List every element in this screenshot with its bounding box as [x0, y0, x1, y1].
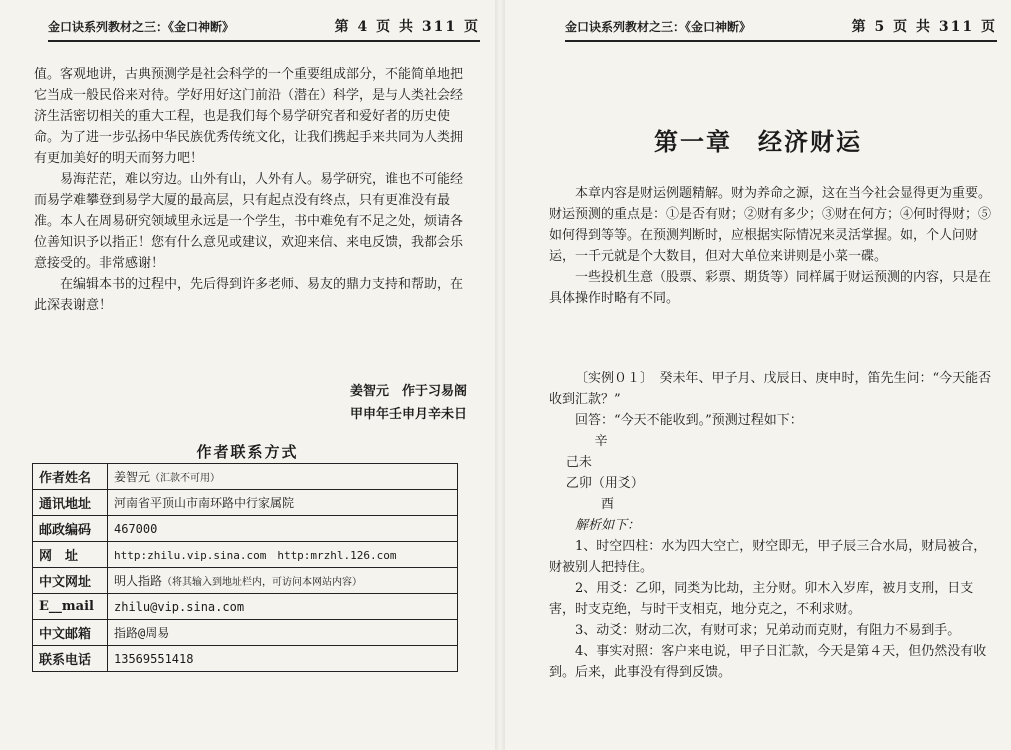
author-name: 姜智元 — [114, 470, 151, 484]
example-answer: 回答：“今天不能收到。”预测过程如下： — [575, 413, 803, 428]
analysis-point: 2、用爻：乙卯，同类为比劫，主分财。卯木入岁库，被月支刑，日支害，时支克绝，与时干支相克，地分克之，不利求财。 — [549, 581, 974, 617]
series-title: 金口诀系列教材之三：《金口神断》 — [565, 20, 752, 34]
page-number: 第 5 页 共 311 页 — [851, 19, 997, 35]
chart-line: 辛 — [594, 434, 608, 449]
row-key: E__mail — [33, 594, 108, 620]
row-value: http:zhilu.vip.sina.com http:mrzhl.126.com — [108, 542, 458, 568]
table-row — [33, 490, 458, 516]
chart-line: 乙卯（用爻） — [565, 476, 644, 491]
signature-date: 甲申年壬申月辛未日 — [349, 407, 467, 422]
paragraph: 在编辑本书的过程中，先后得到许多老师、易友的鼎力支持和帮助，在此深表谢意！ — [34, 277, 464, 313]
chart-line: 酉 — [601, 497, 615, 512]
row-note: （将其输入到地址栏内，可访问本网站内容） — [162, 577, 363, 588]
page-number: 第 4 页 共 311 页 — [334, 19, 480, 35]
row-value: zhilu@vip.sina.com — [108, 594, 458, 620]
paragraph: 本章内容是财运例题精解。财为养命之源，这在当今社会显得更为重要。财运预测的重点是：①是否有财；②财有多少；③财在何方；④何时得财；⑤如何得到等等。在预测判断时，应根据实际情况来灵活掌握。如，个人问财运，一千元就是个大数目，但对大单位来讲则是小菜一碟。 — [549, 186, 992, 264]
page-header — [565, 14, 997, 36]
chart-line: 己未 — [565, 455, 592, 470]
table-row — [33, 542, 458, 568]
row-key: 作者姓名 — [33, 464, 108, 490]
left-page — [0, 0, 495, 750]
table-row — [33, 464, 458, 490]
table-row — [33, 594, 458, 620]
table-row — [33, 646, 458, 672]
table-row — [33, 516, 458, 542]
table-row — [33, 620, 458, 646]
paragraph: 一些投机生意（股票、彩票、期货等）同样属于财运预测的内容，只是在具体操作时略有不同。 — [549, 270, 992, 306]
row-key: 联系电话 — [33, 646, 108, 672]
series-title: 金口诀系列教材之三：《金口神断》 — [48, 20, 235, 34]
example-lead: 〔实例０１〕 癸未年、甲子月、戊辰日、庚申时，笛先生问：“今天能否收到汇款？” — [549, 371, 992, 407]
row-key: 中文网址 — [33, 568, 108, 594]
row-value: 13569551418 — [108, 646, 458, 672]
header-rule — [48, 40, 480, 42]
contact-table — [32, 463, 458, 672]
row-value: 指路@周易 — [108, 620, 458, 646]
analysis-heading: 解析如下： — [575, 518, 641, 533]
row-note: （汇款不可用） — [150, 473, 221, 484]
chinese-url: 明人指路 — [114, 574, 163, 588]
row-value — [108, 464, 458, 490]
chapter-intro — [549, 183, 993, 309]
contact-title: 作者联系方式 — [196, 443, 299, 461]
preface-text — [34, 64, 474, 316]
row-key: 通讯地址 — [33, 490, 108, 516]
paragraph: 值。客观地讲，古典预测学是社会科学的一个重要组成部分，不能简单地把它当成一般民俗来对待。学好用好这门前沿（潜在）科学，是与人类社会经济生活密切相关的重大工程，也是我们每个易学研究者和爱好者的历史使命。为了进一步弘扬中华民族优秀传统文化，让我们携起手来共同为人类拥有更加美好的明天而努力吧！ — [34, 67, 464, 166]
example-section — [549, 368, 993, 683]
analysis-point: 3、动爻：财动二次，有财可求；兄弟动而克财，有阻力不易到手。 — [575, 623, 961, 638]
row-key: 中文邮箱 — [33, 620, 108, 646]
paragraph: 易海茫茫，难以穷边。山外有山，人外有人。易学研究，谁也不可能经而易学难攀登到易学大厦的最高层，只有起点没有终点，只有更准没有最准。本人在周易研究领域里永远是一个学生，书中难免有不足之处，烦请各位善知识予以指正！您有什么意见或建议，欢迎来信、来电反馈，我都会乐意接受的。非常感谢！ — [34, 172, 464, 271]
row-key: 邮政编码 — [33, 516, 108, 542]
page-header — [48, 14, 480, 36]
table-row — [33, 568, 458, 594]
right-page — [505, 0, 1011, 750]
row-key: 网 址 — [33, 542, 108, 568]
analysis-point: 4、事实对照：客户来电说，甲子日汇款，今天是第４天，但仍然没有收到。后来，此事没有得到反馈。 — [549, 644, 987, 680]
book-gutter — [495, 0, 505, 750]
row-value: 河南省平顶山市南环路中行家属院 — [108, 490, 458, 516]
row-value — [108, 568, 458, 594]
chapter-title: 第一章 经济财运 — [654, 127, 862, 156]
row-value: 467000 — [108, 516, 458, 542]
header-rule — [565, 40, 997, 42]
analysis-point: 1、时空四柱：水为四大空亡，财空即无，甲子辰三合水局，财局被合，财被别人把持住。 — [549, 539, 987, 575]
author-signature: 姜智元 作于习易阁 — [349, 384, 467, 399]
